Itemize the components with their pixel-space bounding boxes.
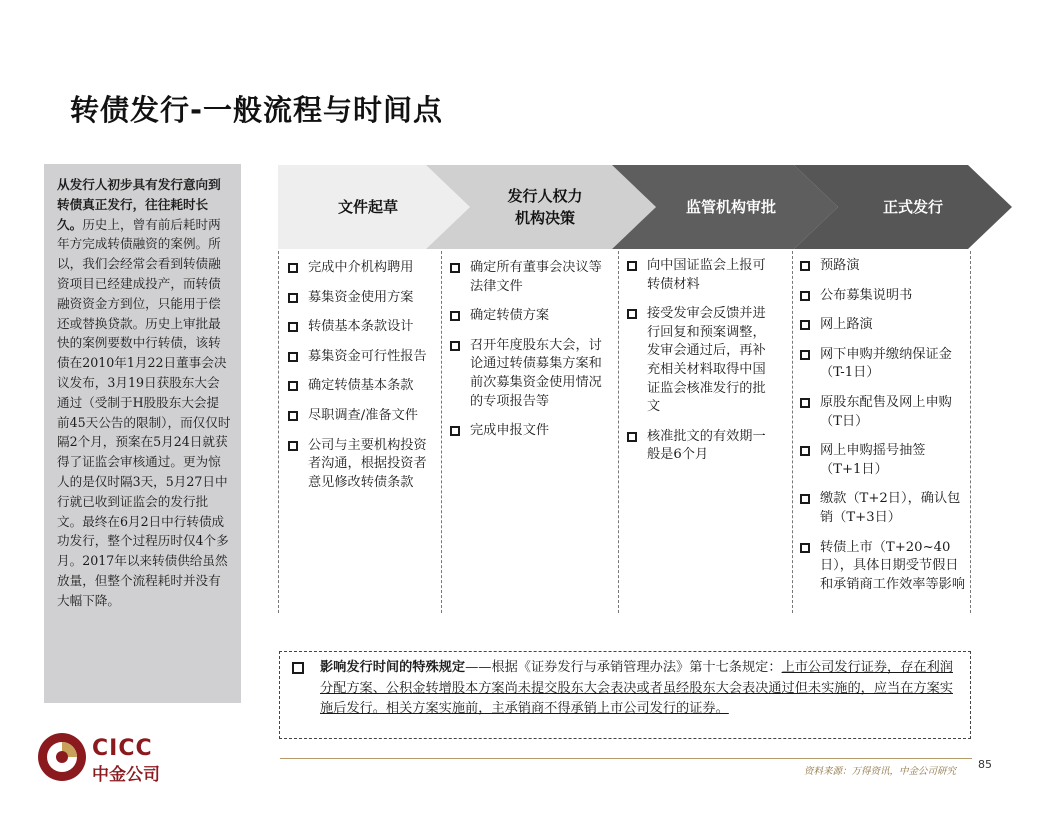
stage-4-column <box>800 249 966 612</box>
stage-2-label: 发行人权力 机构决策 <box>507 187 583 227</box>
page-number: 85 <box>978 758 992 771</box>
logo-text-en: CICC <box>92 736 153 761</box>
stage-1-label: 文件起草 <box>337 198 398 216</box>
stage-2-column <box>450 249 612 612</box>
list-item: 转债基本条款设计 <box>288 318 438 337</box>
list-item: 公布募集说明书 <box>800 287 966 306</box>
checkbox-bullet-icon <box>292 662 304 674</box>
list-item: 网下申购并缴纳保证金（T-1日） <box>800 346 966 383</box>
logo-text-cn: 中金公司 <box>92 765 160 785</box>
list-item: 预路演 <box>800 257 966 276</box>
checkbox-bullet-icon <box>800 261 810 271</box>
footer-divider <box>280 758 972 759</box>
note-heading: 影响发行时间的特殊规定 <box>320 660 466 675</box>
column-divider <box>278 251 279 613</box>
checkbox-bullet-icon <box>450 341 460 351</box>
checkbox-bullet-icon <box>288 293 298 303</box>
list-item: 公司与主要机构投资者沟通，根据投资者意见修改转债条款 <box>288 437 438 493</box>
checkbox-bullet-icon <box>450 426 460 436</box>
source-note: 资料来源：万得资讯，中金公司研究 <box>803 766 956 777</box>
list-item: 原股东配售及网上申购（T日） <box>800 394 966 431</box>
checkbox-bullet-icon <box>288 352 298 362</box>
list-item: 网上申购摇号抽签（T+1日） <box>800 442 966 479</box>
list-item: 完成申报文件 <box>450 422 612 441</box>
checkbox-bullet-icon <box>800 446 810 456</box>
list-item: 确定转债基本条款 <box>288 377 438 396</box>
checkbox-bullet-icon <box>288 441 298 451</box>
column-divider <box>970 251 971 613</box>
list-item: 缴款（T+2日），确认包销（T+3日） <box>800 490 966 527</box>
special-rule-note <box>279 651 971 739</box>
checkbox-bullet-icon <box>627 432 637 442</box>
process-chevrons <box>278 165 1013 249</box>
column-divider <box>441 251 442 613</box>
list-item: 召开年度股东大会，讨论通过转债募集方案和前次募集资金使用情况的专项报告等 <box>450 337 612 411</box>
checkbox-bullet-icon <box>800 494 810 504</box>
list-item: 接受发审会反馈并进行回复和预案调整，发审会通过后，再补充相关材料取得中国证监会核准发行的批文 <box>627 305 775 417</box>
note-intro: 根据《证券发行与承销管理办法》第十七条规定： <box>491 660 782 675</box>
checkbox-bullet-icon <box>288 381 298 391</box>
checkbox-bullet-icon <box>450 263 460 273</box>
list-item: 尽职调查/准备文件 <box>288 407 438 426</box>
checkbox-bullet-icon <box>800 350 810 360</box>
stage-3-column <box>627 249 775 612</box>
list-item: 募集资金使用方案 <box>288 289 438 308</box>
checkbox-bullet-icon <box>627 309 637 319</box>
note-dash: —— <box>465 660 492 675</box>
list-item: 确定所有董事会决议等法律文件 <box>450 259 612 296</box>
checkbox-bullet-icon <box>288 411 298 421</box>
sidebar-summary <box>44 164 241 703</box>
list-item: 转债上市（T+20~40日），具体日期受节假日和承销商工作效率等影响 <box>800 539 966 595</box>
list-item: 完成中介机构聘用 <box>288 259 438 278</box>
checkbox-bullet-icon <box>800 543 810 553</box>
list-item: 核准批文的有效期一般是6个月 <box>627 428 775 465</box>
list-item: 向中国证监会上报可转债材料 <box>627 257 775 294</box>
checkbox-bullet-icon <box>450 311 460 321</box>
checkbox-bullet-icon <box>627 261 637 271</box>
stage-4-label: 正式发行 <box>882 198 943 216</box>
checkbox-bullet-icon <box>800 291 810 301</box>
note-regulation-text: 上市公司发行证券，存在利润分配方案、公积金转增股本方案尚未提交股东大会表决或者虽经股东大会表决通过但未实施的，应当在方案实施后发行。相关方案实施前，主承销商不得承销上市公司发行的证券。 <box>320 660 953 716</box>
sidebar-lead: 从发行人初步具有发行意向到转债真正发行，往往耗时长久。 <box>57 177 221 232</box>
stage-3-label: 监管机构审批 <box>685 198 776 216</box>
column-divider <box>792 251 793 613</box>
checkbox-bullet-icon <box>288 322 298 332</box>
checkbox-bullet-icon <box>800 320 810 330</box>
column-divider <box>618 251 619 613</box>
list-item: 网上路演 <box>800 316 966 335</box>
stage-1-column <box>288 249 438 612</box>
page-title: 转债发行-一般流程与时间点 <box>70 93 444 127</box>
list-item: 募集资金可行性报告 <box>288 348 438 367</box>
sidebar-body: 历史上，曾有前后耗时两年方完成转债融资的案例。所以，我们会经常会看到转债融资项目已经建成投产，而转债融资资金方到位，只能用于偿还或替换贷款。历史上审批最快的案例要数中行转债，该转债在2010年1月22日董事会决议发布，3月19日获股东大会通过（受制于H股股东大会提前45天公告的限制），而仅仅时隔2个月，预案在5月24日就获得了证监会审核通过。更为惊人的是仅时隔3天，5月27日中行就已收到证监会的发行批文。最终在6月2日中行转债成功发行，整个过程历时仅4个多月。2017年以来转债供给虽然放量，但整个流程耗时并没有大幅下降。 <box>57 216 231 608</box>
list-item: 确定转债方案 <box>450 307 612 326</box>
checkbox-bullet-icon <box>288 263 298 273</box>
checkbox-bullet-icon <box>800 398 810 408</box>
